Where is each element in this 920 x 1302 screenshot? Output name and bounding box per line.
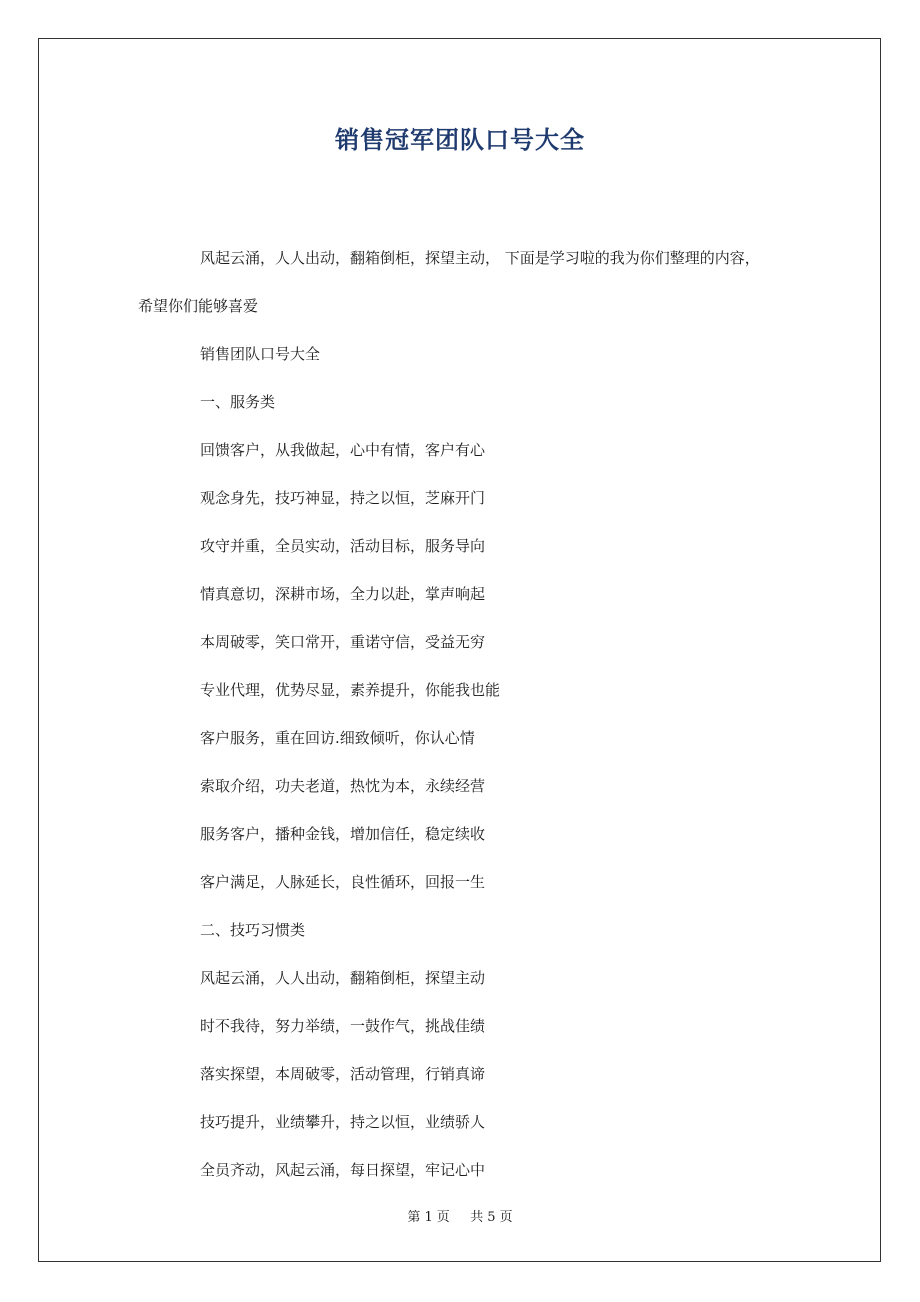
footer-page-number: 1: [424, 1210, 433, 1225]
list-item: 风起云涌，人人出动，翻箱倒柜，探望主动: [200, 969, 486, 987]
footer-total-label: 共: [470, 1210, 484, 1225]
intro-line-2: 希望你们能够喜爱: [138, 297, 259, 315]
list-item: 观念身先，技巧神显，持之以恒，芝麻开门: [200, 489, 486, 507]
list-item: 客户服务，重在回访.细致倾听，你认心情: [200, 729, 475, 747]
section-2-title: 二、技巧习惯类: [200, 921, 306, 939]
list-item: 本周破零，笑口常开，重诺守信，受益无穷: [200, 633, 486, 651]
list-item: 索取介绍，功夫老道，热忱为本，永续经营: [200, 777, 486, 795]
footer-page-unit: 页: [436, 1210, 450, 1225]
page-footer: [0, 1206, 920, 1225]
footer-total-unit: 页: [499, 1210, 513, 1225]
list-item: 回馈客户，从我做起，心中有情，客户有心: [200, 441, 486, 459]
list-item: 专业代理，优势尽显，素养提升，你能我也能: [200, 681, 501, 699]
list-item: 落实探望，本周破零，活动管理，行销真谛: [200, 1065, 486, 1083]
list-item: 客户满足，人脉延长，良性循环，回报一生: [200, 873, 486, 891]
list-item: 情真意切，深耕市场，全力以赴，掌声响起: [200, 585, 486, 603]
footer-total-number: 5: [487, 1210, 496, 1225]
document-title: 销售冠军团队口号大全: [335, 126, 585, 154]
list-item: 攻守并重，全员实动，活动目标，服务导向: [200, 537, 486, 555]
list-item: 全员齐动，风起云涌，每日探望，牢记心中: [200, 1161, 486, 1179]
section-heading: 销售团队口号大全: [200, 345, 321, 363]
list-item: 技巧提升，业绩攀升，持之以恒，业绩骄人: [200, 1113, 486, 1131]
footer-page-label: 第: [407, 1210, 421, 1225]
section-1-title: 一、服务类: [200, 393, 276, 411]
intro-line-1: 风起云涌，人人出动，翻箱倒柜，探望主动， 下面是学习啦的我为你们整理的内容，: [200, 249, 760, 267]
list-item: 时不我待，努力举绩，一鼓作气，挑战佳绩: [200, 1017, 486, 1035]
list-item: 服务客户，播种金钱，增加信任，稳定续收: [200, 825, 486, 843]
